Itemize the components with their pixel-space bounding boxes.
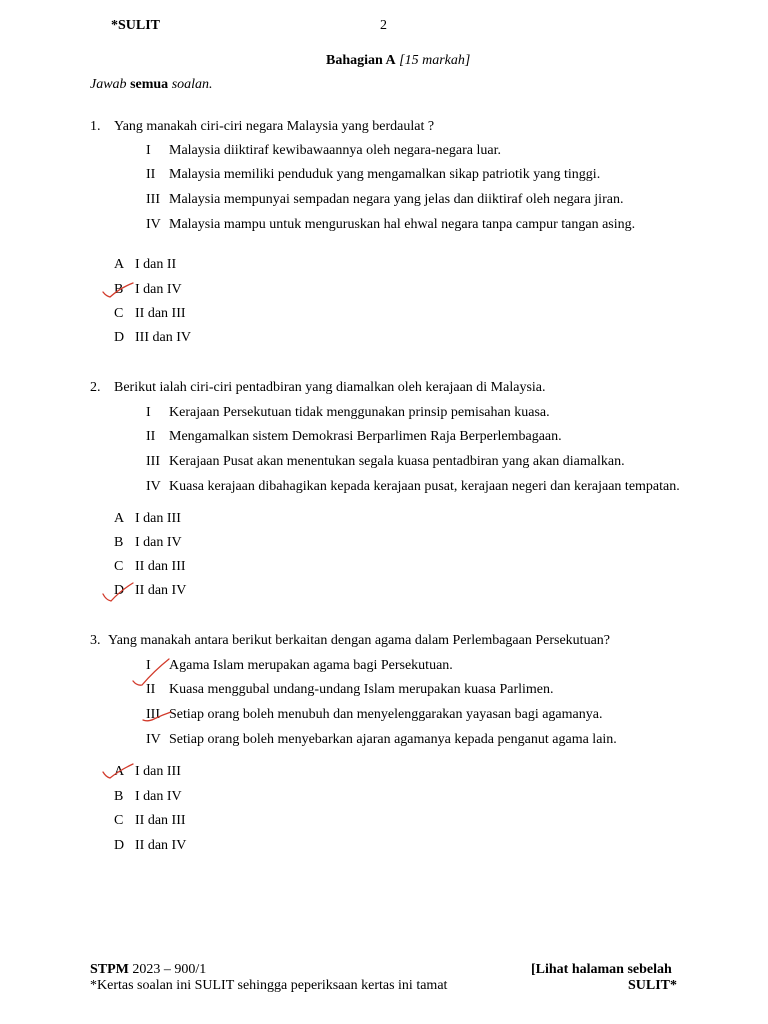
page-number: 2 <box>380 18 387 33</box>
section-title <box>326 52 470 70</box>
statement-roman: III <box>146 454 160 469</box>
statement-roman: I <box>146 658 151 673</box>
statement-roman: I <box>146 405 151 420</box>
statement-text: Mengamalkan sistem Demokrasi Berparlimen Raja Berperlembagaan. <box>169 429 562 444</box>
option-text[interactable]: I dan IV <box>135 535 182 550</box>
option-text[interactable]: II dan III <box>135 306 186 321</box>
question-text: Yang manakah antara berikut berkaitan dengan agama dalam Perlembagaan Persekutuan? <box>108 633 610 648</box>
question-text: Yang manakah ciri-ciri negara Malaysia yang berdaulat ? <box>114 119 435 134</box>
instruction-post: soalan. <box>171 77 213 92</box>
option-letter[interactable]: D <box>114 838 125 853</box>
statement-text: Malaysia mempunyai sempadan negara yang jelas dan diiktiraf oleh negara jiran. <box>169 192 624 207</box>
statement-roman: IV <box>146 732 161 747</box>
sulit-footer: SULIT* <box>628 978 678 993</box>
option-text[interactable]: I dan IV <box>135 282 182 297</box>
option-letter[interactable]: B <box>114 789 124 804</box>
exam-code-bold: STPM <box>90 962 129 977</box>
option-letter[interactable]: D <box>114 583 125 598</box>
option-text[interactable]: II dan III <box>135 559 186 574</box>
section-marks: [15 markah] <box>399 53 471 68</box>
statement-text: Setiap orang boleh menubuh dan menyelenggarakan yayasan bagi agamanya. <box>169 707 603 722</box>
option-text[interactable]: II dan IV <box>135 583 187 598</box>
question-number: 3. <box>90 633 101 648</box>
statement-text: Kerajaan Pusat akan menentukan segala kuasa pentadbiran yang akan diamalkan. <box>169 454 625 469</box>
option-text[interactable]: III dan IV <box>135 330 191 345</box>
statement-roman: I <box>146 143 151 158</box>
exam-code-rest: 2023 – 900/1 <box>132 962 207 977</box>
statement-roman: III <box>146 707 160 722</box>
question-number: 2. <box>90 380 101 395</box>
statement-text: Kuasa menggubal undang-undang Islam merupakan kuasa Parlimen. <box>169 682 554 697</box>
option-letter[interactable]: A <box>114 257 125 272</box>
statement-roman: II <box>146 429 156 444</box>
option-letter[interactable]: B <box>114 535 124 550</box>
option-text[interactable]: I dan III <box>135 764 181 779</box>
option-letter[interactable]: C <box>114 306 124 321</box>
statement-roman: IV <box>146 479 161 494</box>
statement-text: Malaysia diiktiraf kewibawaannya oleh negara-negara luar. <box>169 143 501 158</box>
option-text[interactable]: I dan III <box>135 511 181 526</box>
option-text[interactable]: I dan II <box>135 257 177 272</box>
statement-text: Kerajaan Persekutuan tidak menggunakan prinsip pemisahan kuasa. <box>169 405 550 420</box>
option-letter[interactable]: B <box>114 282 124 297</box>
statement-roman: III <box>146 192 160 207</box>
statement-roman: IV <box>146 217 161 232</box>
sulit-header: *SULIT <box>111 18 161 33</box>
next-page-note: [Lihat halaman sebelah <box>531 962 672 977</box>
option-letter[interactable]: C <box>114 813 124 828</box>
option-letter[interactable]: D <box>114 330 125 345</box>
statement-text: Setiap orang boleh menyebarkan ajaran agamanya kepada penganut agama lain. <box>169 732 617 747</box>
statement-text: Kuasa kerajaan dibahagikan kepada kerajaan pusat, kerajaan negeri dan kerajaan tempatan. <box>169 479 680 494</box>
instruction-pre: Jawab <box>90 77 127 92</box>
statement-text: Agama Islam merupakan agama bagi Persekutuan. <box>169 658 453 673</box>
statement-roman: II <box>146 167 156 182</box>
question-number: 1. <box>90 119 101 134</box>
instruction-bold: semua <box>130 77 169 92</box>
statement-text: Malaysia mampu untuk menguruskan hal ehwal negara tanpa campur tangan asing. <box>169 217 636 232</box>
confidential-note: *Kertas soalan ini SULIT sehingga peperiksaan kertas ini tamat <box>90 978 448 993</box>
section-name: Bahagian A <box>326 53 396 68</box>
option-letter[interactable]: A <box>114 764 125 779</box>
statement-roman: II <box>146 682 156 697</box>
option-text[interactable]: II dan IV <box>135 838 187 853</box>
option-letter[interactable]: C <box>114 559 124 574</box>
option-text[interactable]: I dan IV <box>135 789 182 804</box>
option-letter[interactable]: A <box>114 511 125 526</box>
instruction <box>90 76 213 94</box>
option-text[interactable]: II dan III <box>135 813 186 828</box>
statement-text: Malaysia memiliki penduduk yang mengamalkan sikap patriotik yang tinggi. <box>169 167 601 182</box>
question-text: Berikut ialah ciri-ciri pentadbiran yang diamalkan oleh kerajaan di Malaysia. <box>114 380 546 395</box>
